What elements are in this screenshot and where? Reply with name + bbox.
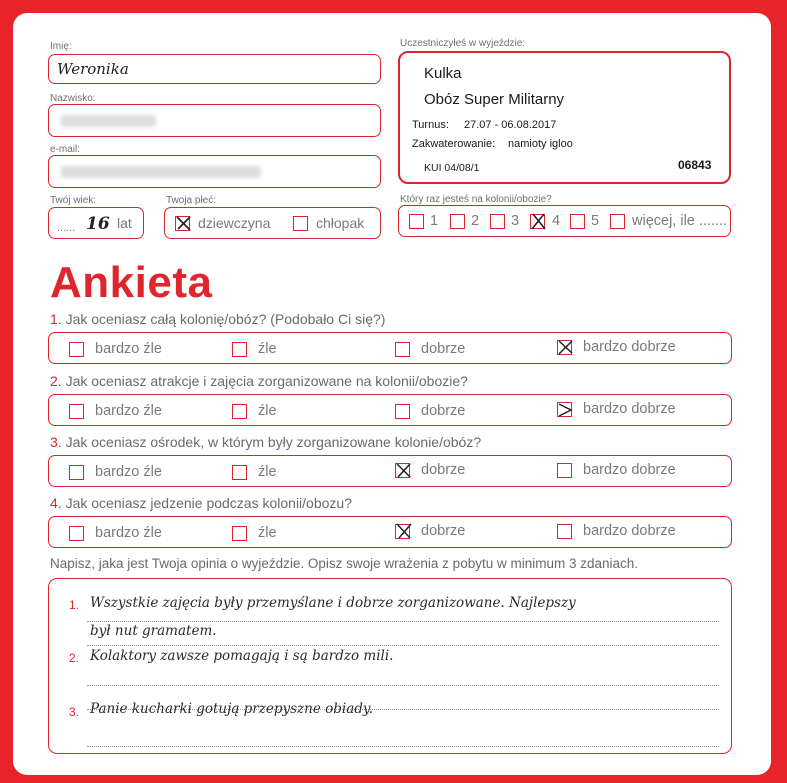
camp-name: Obóz Super Militarny: [424, 91, 565, 108]
q4-option-bardzo-zle: bardzo źle: [95, 525, 162, 541]
gender-option-female: dziewczyna: [198, 215, 271, 231]
question-3-text: Jak oceniasz ośrodek, w którym były zorganizowane kolonie/obóz?: [65, 434, 482, 450]
name-value: Weronika: [57, 60, 129, 78]
times-option-1: 1: [430, 213, 439, 229]
q2-checkbox-dobrze[interactable]: [395, 404, 410, 419]
age-value: 16: [86, 214, 110, 234]
age-dots: ......: [57, 222, 76, 234]
q1-option-zle: źle: [258, 341, 277, 357]
q3-option-dobrze: dobrze: [421, 462, 466, 478]
q3-option-bardzo-zle: bardzo źle: [95, 464, 162, 480]
answer-line: [87, 746, 719, 747]
q4-checkbox-bardzo-zle[interactable]: [69, 526, 84, 541]
name-field[interactable]: [48, 54, 381, 84]
question-4-text: Jak oceniasz jedzenie podczas kolonii/obozu?: [65, 495, 352, 511]
gender-option-male: chłopak: [316, 215, 365, 231]
question-3-number: 3.: [50, 434, 62, 450]
q1-checkbox-zle[interactable]: [232, 342, 247, 357]
q3-option-zle: źle: [258, 464, 277, 480]
times-checkbox-4[interactable]: [530, 214, 545, 229]
q4-option-bardzo-dobrze: bardzo dobrze: [583, 523, 676, 539]
times-label: Który raz jesteś na kolonii/obozie?: [400, 194, 552, 205]
q1-option-bardzo-zle: bardzo źle: [95, 341, 162, 357]
q2-option-bardzo-zle: bardzo źle: [95, 403, 162, 419]
email-field[interactable]: [48, 155, 381, 188]
question-4-options: [48, 516, 732, 548]
times-checkbox-3[interactable]: [490, 214, 505, 229]
q4-checkbox-zle[interactable]: [232, 526, 247, 541]
lodging-label: Zakwaterowanie:: [412, 138, 496, 150]
age-label: Twój wiek:: [50, 195, 97, 206]
times-checkbox-2[interactable]: [450, 214, 465, 229]
times-checkbox-1[interactable]: [409, 214, 424, 229]
q4-option-zle: źle: [258, 525, 277, 541]
q3-checkbox-dobrze[interactable]: [395, 463, 410, 478]
question-2: [50, 373, 468, 389]
question-1: [50, 311, 385, 327]
redacted-email: [61, 166, 261, 178]
answer-3-line-1: Panie kucharki gotują przepyszne obiady.: [90, 701, 374, 717]
q4-option-dobrze: dobrze: [421, 523, 466, 539]
answer-1-number: 1.: [69, 598, 80, 612]
answer-2-number: 2.: [69, 651, 80, 665]
age-field[interactable]: [48, 207, 144, 239]
q3-checkbox-zle[interactable]: [232, 465, 247, 480]
question-4: [50, 495, 352, 511]
q2-option-bardzo-dobrze: bardzo dobrze: [583, 401, 676, 417]
gender-field: [164, 207, 381, 239]
times-checkbox-5[interactable]: [570, 214, 585, 229]
participant-number: 06843: [678, 158, 712, 172]
times-option-4: 4: [552, 213, 561, 229]
q2-option-zle: źle: [258, 403, 277, 419]
age-unit: lat: [117, 215, 132, 231]
answer-line: [87, 645, 719, 646]
answer-2-line-1: Kolaktory zawsze pomagają i są bardzo mili.: [90, 648, 394, 664]
opinion-prompt: Napisz, jaka jest Twoja opinia o wyjeździe. Opisz swoje wrażenia z pobytu w minimum 3 zdaniach.: [50, 556, 639, 571]
participant-info-box: [398, 51, 731, 184]
q3-option-bardzo-dobrze: bardzo dobrze: [583, 462, 676, 478]
question-3-options: [48, 455, 732, 487]
camp-code: KUI 04/08/1: [424, 162, 480, 174]
times-checkbox-more[interactable]: [610, 214, 625, 229]
answer-1-line-1: Wszystkie zajęcia były przemyślane i dobrze zorganizowane. Najlepszy: [90, 595, 576, 611]
question-2-text: Jak oceniasz atrakcje i zajęcia zorganizowane na kolonii/obozie?: [65, 373, 468, 389]
redacted-surname: [61, 115, 156, 127]
times-option-3: 3: [511, 213, 520, 229]
question-1-number: 1.: [50, 311, 62, 327]
answer-line: [87, 621, 719, 622]
q2-checkbox-zle[interactable]: [232, 404, 247, 419]
turnus-label: Turnus:: [412, 119, 449, 131]
times-option-2: 2: [471, 213, 480, 229]
surname-label: Nazwisko:: [50, 93, 96, 104]
answer-line: [87, 685, 719, 686]
surname-field[interactable]: [48, 104, 381, 137]
gender-checkbox-female[interactable]: [175, 216, 190, 231]
question-1-text: Jak oceniasz całą kolonię/obóz? (Podobało Ci się?): [65, 311, 386, 327]
q4-checkbox-dobrze[interactable]: [395, 524, 410, 539]
answer-3-number: 3.: [69, 705, 80, 719]
q1-checkbox-bardzo-zle[interactable]: [69, 342, 84, 357]
name-label: Imię:: [50, 41, 72, 52]
participant-name: Kulka: [424, 65, 462, 82]
answer-1-line-2: był nut gramatem.: [90, 623, 217, 639]
survey-title: Ankieta: [50, 258, 213, 307]
times-option-more: więcej, ile .......: [632, 213, 728, 229]
question-1-options: [48, 332, 732, 364]
q2-option-dobrze: dobrze: [421, 403, 466, 419]
times-option-5: 5: [591, 213, 600, 229]
q3-checkbox-bardzo-zle[interactable]: [69, 465, 84, 480]
question-4-number: 4.: [50, 495, 62, 511]
q2-checkbox-bardzo-zle[interactable]: [69, 404, 84, 419]
q1-checkbox-bardzo-dobrze[interactable]: [557, 340, 572, 355]
times-field: [398, 205, 731, 237]
q2-checkbox-bardzo-dobrze[interactable]: [557, 402, 572, 417]
gender-label: Twoja płeć:: [166, 195, 217, 206]
question-3: [50, 434, 481, 450]
question-2-options: [48, 394, 732, 426]
question-2-number: 2.: [50, 373, 62, 389]
email-label: e-mail:: [50, 144, 81, 155]
q1-checkbox-dobrze[interactable]: [395, 342, 410, 357]
q4-checkbox-bardzo-dobrze[interactable]: [557, 524, 572, 539]
participant-label: Uczestniczyłeś w wyjeździe:: [400, 38, 526, 49]
q1-option-dobrze: dobrze: [421, 341, 466, 357]
lodging-value: namioty igloo: [508, 138, 573, 150]
q1-option-bardzo-dobrze: bardzo dobrze: [583, 339, 676, 355]
turnus-value: 27.07 - 06.08.2017: [464, 119, 557, 131]
gender-checkbox-male[interactable]: [293, 216, 308, 231]
q3-checkbox-bardzo-dobrze[interactable]: [557, 463, 572, 478]
